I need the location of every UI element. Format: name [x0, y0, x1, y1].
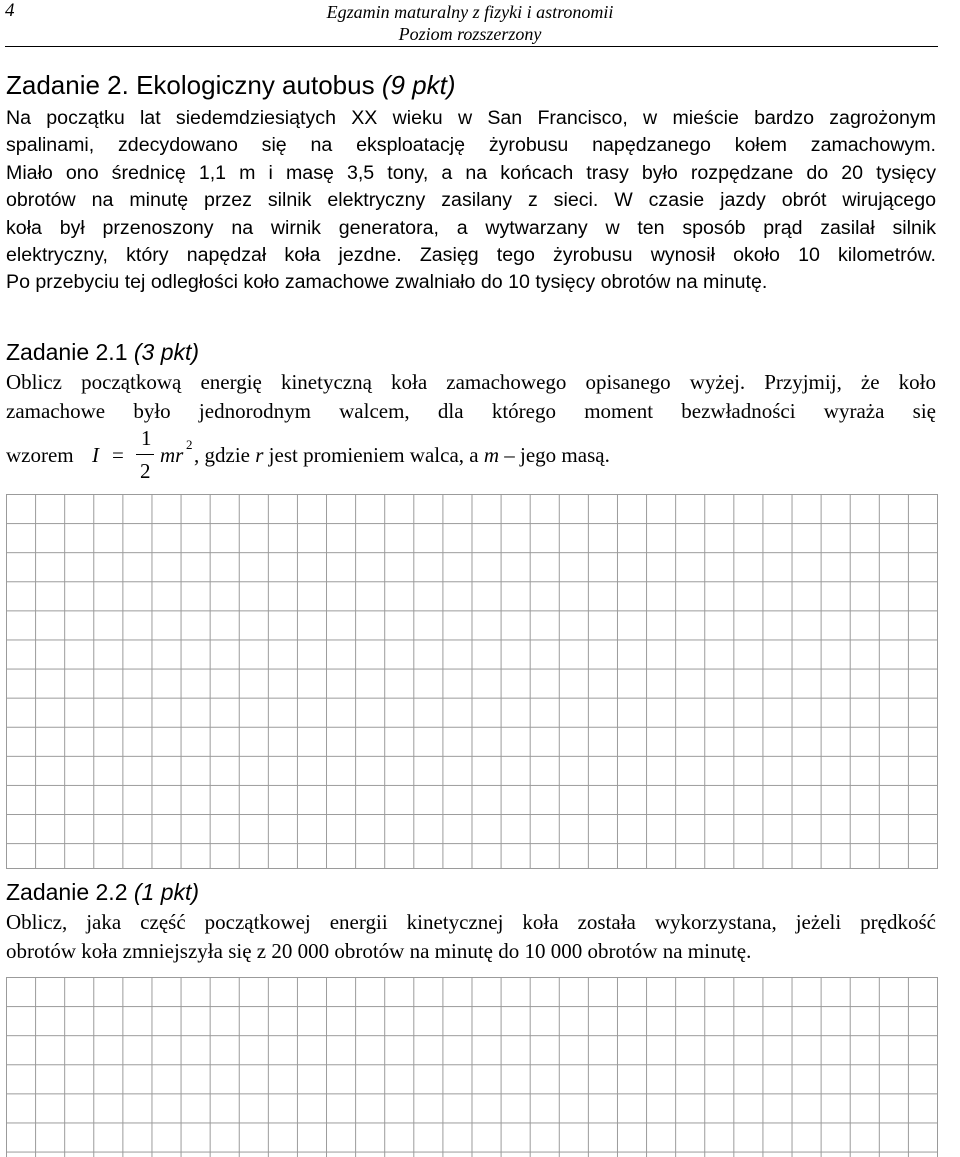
- intro-line: elektryczny, który napędzał koła jezdne. Zasięg tego żyrobusu wynosił około 10 kilometrów.: [6, 244, 936, 267]
- subtask-2-points: (1 pkt): [133, 879, 200, 905]
- formula-numerator: 1: [141, 426, 152, 450]
- inertia-formula: [6, 426, 936, 490]
- subtask-2-title: [6, 878, 199, 906]
- formula-equals: =: [112, 443, 124, 467]
- subtask-2-title-text: Zadanie 2.2: [6, 879, 128, 905]
- task-points: (9 pkt): [381, 70, 456, 100]
- formula-suffix: [194, 443, 610, 468]
- formula-prefix: wzorem: [6, 443, 74, 467]
- formula-suffix-3: – jego masą.: [499, 443, 610, 467]
- formula-suffix-1: , gdzie: [194, 443, 256, 467]
- fraction-bar: [136, 454, 154, 455]
- intro-line: obrotów na minutę przez silnik elektryczny zasilany z sieci. W czasie jazdy obrót wirującego: [6, 189, 936, 212]
- header-rule: [5, 46, 938, 47]
- formula-mr: mr: [160, 443, 184, 467]
- intro-line: Na początku lat siedemdziesiątych XX wieku w San Francisco, w mieście bardzo zagrożonym: [6, 107, 936, 129]
- subtask-1-points: (3 pkt): [133, 339, 200, 365]
- intro-line: Po przebyciu tej odległości koło zamachowe zwalniało do 10 tysięcy obrotów na minutę.: [6, 271, 768, 294]
- task-title: [6, 70, 456, 100]
- answer-grid-1[interactable]: [6, 494, 938, 869]
- subtask-1-text: [6, 368, 936, 426]
- page-number: 4: [5, 0, 15, 21]
- task-intro: [6, 105, 936, 297]
- formula-denominator: 2: [140, 459, 151, 483]
- subtask-2-line: obrotów koła zmniejszyła się z 20 000 obrotów na minutę do 10 000 obrotów na minutę.: [6, 939, 752, 963]
- subtask-1-line: Oblicz początkową energię kinetyczną koła zamachowego opisanego wyżej. Przyjmij, że koło: [6, 370, 936, 394]
- header-title-line2: Poziom rozszerzony: [398, 24, 542, 44]
- subtask-1-line: zamachowe było jednorodnym walcem, dla którego moment bezwładności wyraża się: [6, 399, 936, 423]
- formula-exponent: 2: [186, 437, 193, 452]
- header-title-line1: Egzamin maturalny z fizyki i astronomii: [326, 2, 614, 22]
- subtask-1-title-text: Zadanie 2.1: [6, 339, 128, 365]
- answer-grid-2[interactable]: [6, 977, 938, 1157]
- formula-symbol-r: r: [255, 443, 264, 467]
- task-title-text: Zadanie 2. Ekologiczny autobus: [6, 70, 375, 100]
- formula-symbol-m: m: [483, 443, 500, 467]
- formula-suffix-2: jest promieniem walca, a: [263, 443, 484, 467]
- intro-line: Miało ono średnicę 1,1 m i masę 3,5 tony, a na końcach trasy było rozpędzane do 20 tysięcy: [6, 161, 936, 184]
- subtask-2-text: [6, 908, 936, 966]
- subtask-2-line: Oblicz, jaka część początkowej energii kinetycznej koła została wykorzystana, jeżeli prędkość: [6, 910, 936, 934]
- formula-symbol-I: I: [92, 443, 99, 467]
- subtask-1-title: [6, 338, 199, 366]
- intro-line: spalinami, zdecydowano się na eksploatację żyrobusu napędzanego kołem zamachowym.: [6, 134, 936, 157]
- intro-line: koła był przenoszony na wirnik generatora, a wytwarzany w ten sposób prąd zasilał silnik: [6, 216, 936, 239]
- page-header-title: [300, 1, 640, 45]
